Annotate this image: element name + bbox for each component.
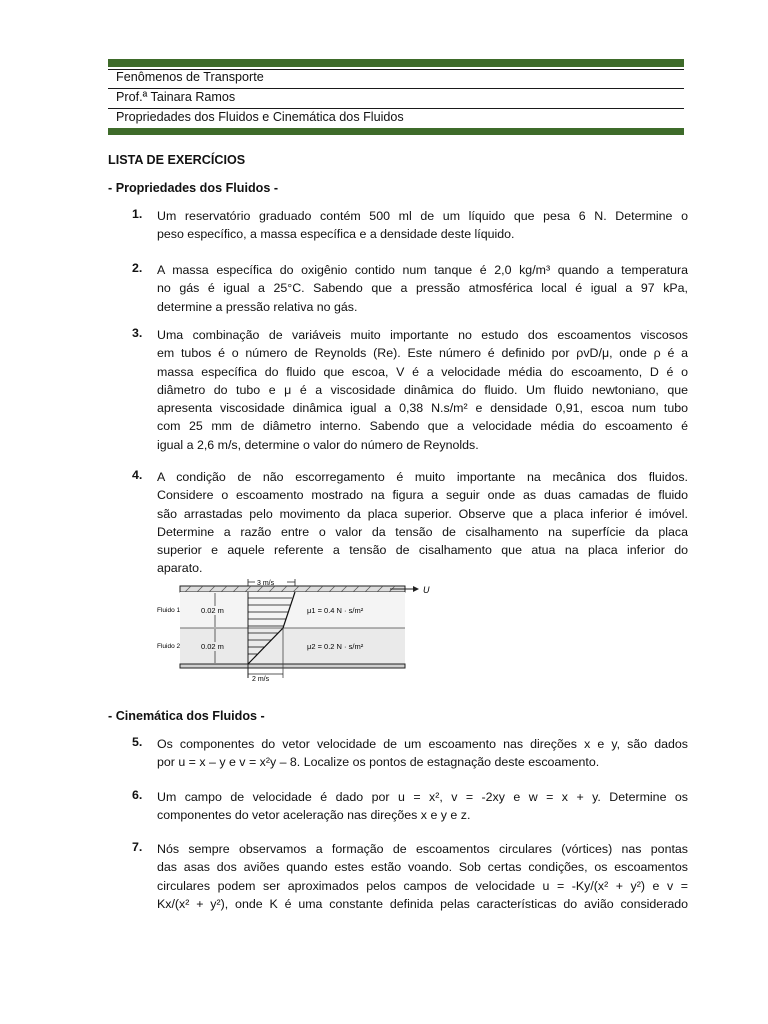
text-line: massa específica do fluido que escoa, V é a velocidade média do escoamento, D é o (157, 364, 688, 379)
fluid2-label: Fluido 2 (157, 643, 181, 650)
text-line: Os componentes do vetor velocidade de um escoamento nas direções x e y, são dados (157, 737, 688, 751)
exercise-text (157, 468, 688, 578)
list-title: LISTA DE EXERCÍCIOS (108, 153, 246, 167)
text-line: Determine a razão entre o valor da tensão de cisalhamento na superfície da placa (157, 524, 688, 539)
text-line: Considere o escoamento mostrado na figura a seguir onde as duas camadas de fluido (157, 488, 688, 503)
text-line: são arrastadas pelo movimento da placa superior. Observe que a placa inferior é imóvel. (157, 506, 688, 521)
exercise-text (157, 840, 688, 913)
text-line: determine a pressão relativa no gás. (157, 299, 358, 314)
section-heading-kinematics: - Cinemática dos Fluidos - (108, 709, 265, 723)
text-line: Uma combinação de variáveis muito importante no estudo dos escoamentos viscosos (157, 328, 688, 342)
fluid-layers-figure (155, 578, 435, 688)
u-arrowhead (413, 586, 419, 592)
bottom-plate (180, 664, 405, 668)
text-line: no gás é igual a 25°C. Sabendo que a pressão atmosférica local é igual a 97 kPa, (157, 281, 688, 296)
header-top-bar (108, 59, 684, 67)
bottom-velocity-label: 2 m/s (252, 676, 270, 683)
text-line: apresenta viscosidade dinâmica igual a 0,38 N.s/m² e densidade 0,91, escoa num tubo (157, 401, 688, 416)
text-line: aparato. (157, 561, 203, 576)
u-label: U (423, 585, 430, 595)
text-line: superior e aquele referente a tensão de cisalhamento que atua na placa inferior do (157, 543, 688, 558)
exercise-number: 2. (132, 261, 143, 275)
text-line: componentes do vetor aceleração nas direções x e y e z. (157, 808, 471, 823)
professor-name: Prof.ª Tainara Ramos (116, 90, 236, 104)
text-line: Um campo de velocidade é dado por u = x², v = -2xy e w = x + y. Determine os (157, 790, 688, 804)
exercise-number: 4. (132, 468, 143, 482)
exercise-number: 5. (132, 735, 143, 749)
text-line: A massa específica do oxigênio contido num tanque é 2,0 kg/m³ quando a temperatura (157, 263, 688, 277)
header-bottom-bar (108, 128, 684, 135)
course-title: Fenômenos de Transporte (116, 70, 264, 84)
text-line: das asas dos aviões quando estes estão voando. Sob certas condições, os escoamentos (157, 860, 688, 875)
text-line: por u = x – y e v = x²y – 8. Localize os pontos de estagnação deste escoamento. (157, 755, 600, 770)
top-velocity-label: 3 m/s (257, 580, 275, 587)
header-divider (108, 108, 684, 109)
mu2-label: μ2 = 0.2 N · s/m² (307, 642, 364, 651)
text-line: Nós sempre observamos a formação de escoamentos circulares (vórtices) nas pontas (157, 842, 688, 856)
exercise-number: 6. (132, 788, 143, 802)
text-line: diâmetro do tubo e μ é a viscosidade dinâmica do fluido. Um fluido newtoniano, que (157, 382, 688, 397)
text-line: Kx/(x² + y²), onde K é uma constante definida pelas características do avião considerado (157, 896, 688, 911)
thickness2-label: 0.02 m (201, 642, 224, 651)
text-line: com 25 mm de diâmetro interno. Sabendo que a velocidade média do escoamento é (157, 419, 688, 434)
thickness1-label: 0.02 m (201, 606, 224, 615)
text-line: peso específico, a massa específica e a densidade deste líquido. (157, 227, 515, 242)
text-line: em tubos é o número de Reynolds (Re). Este número é definido por ρvD/μ, onde ρ é a (157, 346, 688, 361)
exercise-number: 3. (132, 326, 143, 340)
text-line: Um reservatório graduado contém 500 ml de um líquido que pesa 6 N. Determine o (157, 209, 688, 223)
text-line: igual a 2,6 m/s, determine o valor do número de Reynolds. (157, 437, 479, 452)
topic-title: Propriedades dos Fluidos e Cinemática dos Fluidos (116, 110, 404, 124)
exercise-number: 1. (132, 207, 143, 221)
header-divider (108, 88, 684, 89)
exercise-text (157, 788, 688, 825)
mu1-label: μ1 = 0.4 N · s/m² (307, 606, 364, 615)
fluid1-label: Fluido 1 (157, 607, 181, 614)
exercise-number: 7. (132, 840, 143, 854)
exercise-text (157, 735, 688, 772)
exercise-text (157, 326, 688, 454)
section-heading-properties: - Propriedades dos Fluidos - (108, 181, 279, 195)
text-line: A condição de não escorregamento é muito importante na mecânica dos fluidos. (157, 470, 688, 484)
exercise-text (157, 261, 688, 316)
text-line: circulares podem ser aproximados pelos campos de velocidade u = -Ky/(x² + y²) e v = (157, 878, 688, 893)
exercise-text (157, 207, 688, 244)
